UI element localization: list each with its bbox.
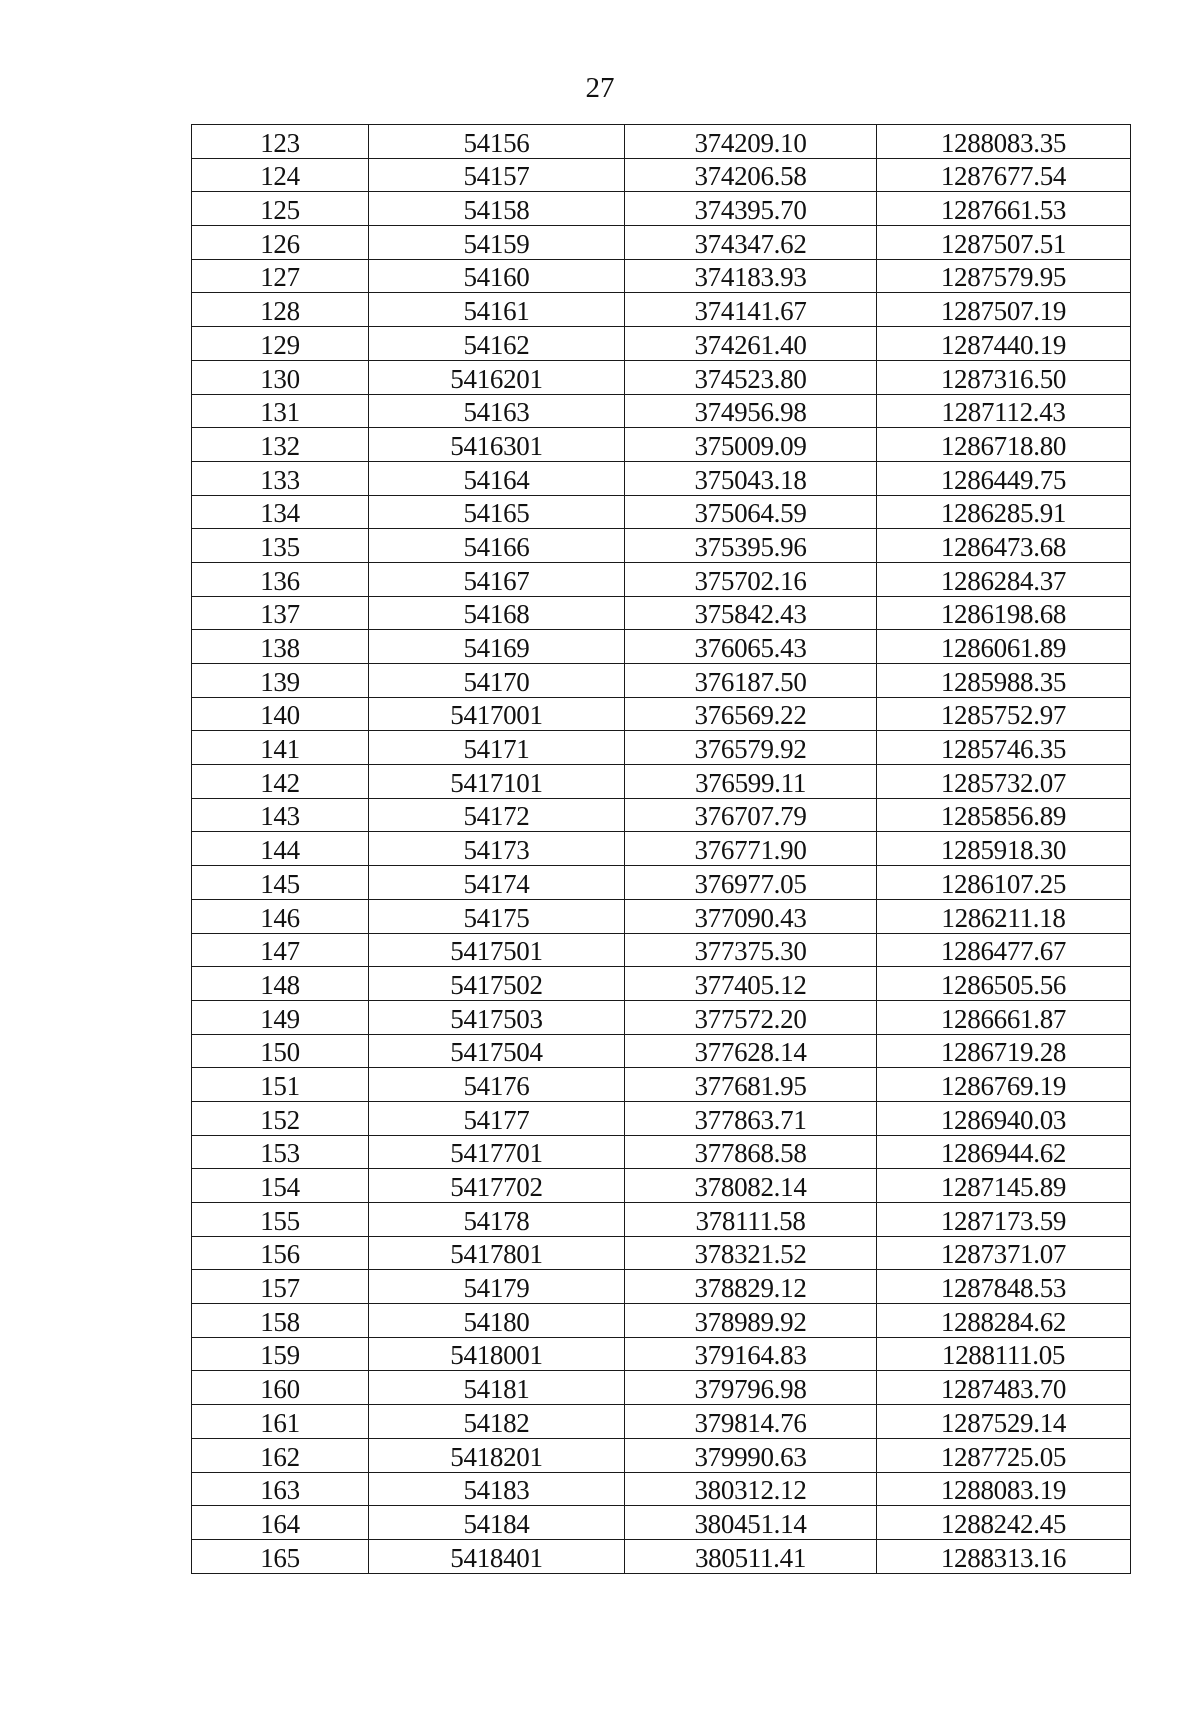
row-index-cell: 146	[192, 899, 369, 933]
row-index-cell: 152	[192, 1101, 369, 1135]
table-row	[192, 562, 1131, 596]
table-row	[192, 967, 1131, 1001]
x-coordinate-cell: 377628.14	[625, 1034, 877, 1068]
x-coordinate-cell: 377868.58	[625, 1135, 877, 1169]
x-coordinate-cell: 380312.12	[625, 1472, 877, 1506]
row-index-cell: 159	[192, 1337, 369, 1371]
point-id-cell: 5416201	[369, 360, 625, 394]
table-row	[192, 327, 1131, 361]
x-coordinate-cell: 378989.92	[625, 1304, 877, 1338]
row-index-cell: 163	[192, 1472, 369, 1506]
coordinates-table-body	[192, 125, 1131, 1574]
table-row	[192, 1000, 1131, 1034]
row-index-cell: 150	[192, 1034, 369, 1068]
point-id-cell: 54183	[369, 1472, 625, 1506]
row-index-cell: 131	[192, 394, 369, 428]
x-coordinate-cell: 374523.80	[625, 360, 877, 394]
x-coordinate-cell: 376579.92	[625, 731, 877, 765]
table-row	[192, 293, 1131, 327]
row-index-cell: 128	[192, 293, 369, 327]
y-coordinate-cell: 1287483.70	[877, 1371, 1131, 1405]
table-row	[192, 495, 1131, 529]
x-coordinate-cell: 377090.43	[625, 899, 877, 933]
y-coordinate-cell: 1285746.35	[877, 731, 1131, 765]
y-coordinate-cell: 1288111.05	[877, 1337, 1131, 1371]
point-id-cell: 54181	[369, 1371, 625, 1405]
point-id-cell: 54179	[369, 1270, 625, 1304]
point-id-cell: 54184	[369, 1506, 625, 1540]
row-index-cell: 143	[192, 798, 369, 832]
x-coordinate-cell: 380451.14	[625, 1506, 877, 1540]
row-index-cell: 137	[192, 596, 369, 630]
x-coordinate-cell: 377405.12	[625, 967, 877, 1001]
point-id-cell: 5417503	[369, 1000, 625, 1034]
table-row	[192, 1438, 1131, 1472]
row-index-cell: 154	[192, 1169, 369, 1203]
row-index-cell: 145	[192, 866, 369, 900]
y-coordinate-cell: 1286769.19	[877, 1068, 1131, 1102]
table-row	[192, 866, 1131, 900]
x-coordinate-cell: 375842.43	[625, 596, 877, 630]
x-coordinate-cell: 377375.30	[625, 933, 877, 967]
x-coordinate-cell: 374183.93	[625, 259, 877, 293]
x-coordinate-cell: 375043.18	[625, 461, 877, 495]
row-index-cell: 151	[192, 1068, 369, 1102]
table-row	[192, 1068, 1131, 1102]
y-coordinate-cell: 1287173.59	[877, 1203, 1131, 1237]
y-coordinate-cell: 1285752.97	[877, 697, 1131, 731]
point-id-cell: 5416301	[369, 428, 625, 462]
x-coordinate-cell: 375009.09	[625, 428, 877, 462]
point-id-cell: 5417701	[369, 1135, 625, 1169]
point-id-cell: 5418401	[369, 1539, 625, 1573]
coordinates-table	[191, 124, 1131, 1574]
point-id-cell: 5417702	[369, 1169, 625, 1203]
row-index-cell: 155	[192, 1203, 369, 1237]
point-id-cell: 54164	[369, 461, 625, 495]
y-coordinate-cell: 1288083.35	[877, 125, 1131, 159]
row-index-cell: 130	[192, 360, 369, 394]
table-row	[192, 697, 1131, 731]
point-id-cell: 54177	[369, 1101, 625, 1135]
y-coordinate-cell: 1286940.03	[877, 1101, 1131, 1135]
row-index-cell: 138	[192, 630, 369, 664]
table-row	[192, 1236, 1131, 1270]
point-id-cell: 54170	[369, 664, 625, 698]
row-index-cell: 158	[192, 1304, 369, 1338]
y-coordinate-cell: 1286284.37	[877, 562, 1131, 596]
x-coordinate-cell: 379164.83	[625, 1337, 877, 1371]
point-id-cell: 54174	[369, 866, 625, 900]
row-index-cell: 135	[192, 529, 369, 563]
x-coordinate-cell: 380511.41	[625, 1539, 877, 1573]
point-id-cell: 54175	[369, 899, 625, 933]
y-coordinate-cell: 1286505.56	[877, 967, 1131, 1001]
table-row	[192, 731, 1131, 765]
y-coordinate-cell: 1287112.43	[877, 394, 1131, 428]
y-coordinate-cell: 1287316.50	[877, 360, 1131, 394]
point-id-cell: 5418001	[369, 1337, 625, 1371]
x-coordinate-cell: 374261.40	[625, 327, 877, 361]
y-coordinate-cell: 1286107.25	[877, 866, 1131, 900]
x-coordinate-cell: 375064.59	[625, 495, 877, 529]
x-coordinate-cell: 378082.14	[625, 1169, 877, 1203]
point-id-cell: 5417502	[369, 967, 625, 1001]
row-index-cell: 132	[192, 428, 369, 462]
y-coordinate-cell: 1287507.19	[877, 293, 1131, 327]
table-row	[192, 1203, 1131, 1237]
point-id-cell: 54166	[369, 529, 625, 563]
row-index-cell: 142	[192, 765, 369, 799]
row-index-cell: 161	[192, 1405, 369, 1439]
y-coordinate-cell: 1285918.30	[877, 832, 1131, 866]
point-id-cell: 54163	[369, 394, 625, 428]
point-id-cell: 5417501	[369, 933, 625, 967]
table-row	[192, 1169, 1131, 1203]
x-coordinate-cell: 377681.95	[625, 1068, 877, 1102]
y-coordinate-cell: 1286718.80	[877, 428, 1131, 462]
table-row	[192, 1135, 1131, 1169]
table-row	[192, 1101, 1131, 1135]
y-coordinate-cell: 1287529.14	[877, 1405, 1131, 1439]
point-id-cell: 54182	[369, 1405, 625, 1439]
page-number: 27	[585, 72, 615, 104]
row-index-cell: 165	[192, 1539, 369, 1573]
point-id-cell: 54176	[369, 1068, 625, 1102]
row-index-cell: 157	[192, 1270, 369, 1304]
y-coordinate-cell: 1286944.62	[877, 1135, 1131, 1169]
x-coordinate-cell: 374395.70	[625, 192, 877, 226]
x-coordinate-cell: 376065.43	[625, 630, 877, 664]
table-row	[192, 1506, 1131, 1540]
x-coordinate-cell: 379814.76	[625, 1405, 877, 1439]
table-row	[192, 765, 1131, 799]
y-coordinate-cell: 1287848.53	[877, 1270, 1131, 1304]
y-coordinate-cell: 1287661.53	[877, 192, 1131, 226]
row-index-cell: 136	[192, 562, 369, 596]
row-index-cell: 139	[192, 664, 369, 698]
row-index-cell: 126	[192, 226, 369, 260]
x-coordinate-cell: 374209.10	[625, 125, 877, 159]
y-coordinate-cell: 1288242.45	[877, 1506, 1131, 1540]
x-coordinate-cell: 374956.98	[625, 394, 877, 428]
y-coordinate-cell: 1287440.19	[877, 327, 1131, 361]
point-id-cell: 54156	[369, 125, 625, 159]
row-index-cell: 124	[192, 158, 369, 192]
table-row	[192, 259, 1131, 293]
point-id-cell: 5417504	[369, 1034, 625, 1068]
row-index-cell: 127	[192, 259, 369, 293]
table-row	[192, 1337, 1131, 1371]
row-index-cell: 160	[192, 1371, 369, 1405]
row-index-cell: 129	[192, 327, 369, 361]
x-coordinate-cell: 376771.90	[625, 832, 877, 866]
row-index-cell: 133	[192, 461, 369, 495]
point-id-cell: 54171	[369, 731, 625, 765]
point-id-cell: 54169	[369, 630, 625, 664]
table-row	[192, 360, 1131, 394]
x-coordinate-cell: 377863.71	[625, 1101, 877, 1135]
y-coordinate-cell: 1286719.28	[877, 1034, 1131, 1068]
row-index-cell: 148	[192, 967, 369, 1001]
y-coordinate-cell: 1286661.87	[877, 1000, 1131, 1034]
y-coordinate-cell: 1287725.05	[877, 1438, 1131, 1472]
table-row	[192, 1371, 1131, 1405]
point-id-cell: 54159	[369, 226, 625, 260]
x-coordinate-cell: 375395.96	[625, 529, 877, 563]
row-index-cell: 162	[192, 1438, 369, 1472]
y-coordinate-cell: 1286211.18	[877, 899, 1131, 933]
table-row	[192, 158, 1131, 192]
row-index-cell: 141	[192, 731, 369, 765]
x-coordinate-cell: 374141.67	[625, 293, 877, 327]
row-index-cell: 134	[192, 495, 369, 529]
table-row	[192, 798, 1131, 832]
x-coordinate-cell: 378829.12	[625, 1270, 877, 1304]
point-id-cell: 54178	[369, 1203, 625, 1237]
row-index-cell: 123	[192, 125, 369, 159]
x-coordinate-cell: 377572.20	[625, 1000, 877, 1034]
point-id-cell: 54160	[369, 259, 625, 293]
table-row	[192, 1270, 1131, 1304]
x-coordinate-cell: 379796.98	[625, 1371, 877, 1405]
y-coordinate-cell: 1286285.91	[877, 495, 1131, 529]
point-id-cell: 5418201	[369, 1438, 625, 1472]
table-row	[192, 226, 1131, 260]
point-id-cell: 5417801	[369, 1236, 625, 1270]
point-id-cell: 54167	[369, 562, 625, 596]
x-coordinate-cell: 376707.79	[625, 798, 877, 832]
x-coordinate-cell: 375702.16	[625, 562, 877, 596]
point-id-cell: 54168	[369, 596, 625, 630]
y-coordinate-cell: 1287507.51	[877, 226, 1131, 260]
table-row	[192, 1034, 1131, 1068]
y-coordinate-cell: 1285988.35	[877, 664, 1131, 698]
table-row	[192, 192, 1131, 226]
point-id-cell: 54180	[369, 1304, 625, 1338]
table-row	[192, 394, 1131, 428]
row-index-cell: 149	[192, 1000, 369, 1034]
table-row	[192, 1472, 1131, 1506]
x-coordinate-cell: 378321.52	[625, 1236, 877, 1270]
x-coordinate-cell: 374206.58	[625, 158, 877, 192]
table-row	[192, 933, 1131, 967]
row-index-cell: 156	[192, 1236, 369, 1270]
point-id-cell: 54173	[369, 832, 625, 866]
point-id-cell: 5417001	[369, 697, 625, 731]
row-index-cell: 125	[192, 192, 369, 226]
x-coordinate-cell: 374347.62	[625, 226, 877, 260]
row-index-cell: 164	[192, 1506, 369, 1540]
y-coordinate-cell: 1287371.07	[877, 1236, 1131, 1270]
point-id-cell: 54161	[369, 293, 625, 327]
y-coordinate-cell: 1287677.54	[877, 158, 1131, 192]
y-coordinate-cell: 1288313.16	[877, 1539, 1131, 1573]
table-row	[192, 1304, 1131, 1338]
y-coordinate-cell: 1286473.68	[877, 529, 1131, 563]
y-coordinate-cell: 1288284.62	[877, 1304, 1131, 1338]
table-row	[192, 596, 1131, 630]
y-coordinate-cell: 1286477.67	[877, 933, 1131, 967]
point-id-cell: 54165	[369, 495, 625, 529]
x-coordinate-cell: 376977.05	[625, 866, 877, 900]
y-coordinate-cell: 1286449.75	[877, 461, 1131, 495]
row-index-cell: 144	[192, 832, 369, 866]
x-coordinate-cell: 379990.63	[625, 1438, 877, 1472]
x-coordinate-cell: 376187.50	[625, 664, 877, 698]
table-row	[192, 428, 1131, 462]
table-row	[192, 125, 1131, 159]
table-row	[192, 899, 1131, 933]
point-id-cell: 5417101	[369, 765, 625, 799]
table-row	[192, 529, 1131, 563]
y-coordinate-cell: 1286061.89	[877, 630, 1131, 664]
row-index-cell: 140	[192, 697, 369, 731]
y-coordinate-cell: 1287579.95	[877, 259, 1131, 293]
row-index-cell: 153	[192, 1135, 369, 1169]
table-row	[192, 630, 1131, 664]
point-id-cell: 54172	[369, 798, 625, 832]
x-coordinate-cell: 378111.58	[625, 1203, 877, 1237]
point-id-cell: 54162	[369, 327, 625, 361]
table-row	[192, 1405, 1131, 1439]
x-coordinate-cell: 376599.11	[625, 765, 877, 799]
table-row	[192, 1539, 1131, 1573]
table-row	[192, 664, 1131, 698]
y-coordinate-cell: 1285732.07	[877, 765, 1131, 799]
y-coordinate-cell: 1286198.68	[877, 596, 1131, 630]
point-id-cell: 54157	[369, 158, 625, 192]
y-coordinate-cell: 1287145.89	[877, 1169, 1131, 1203]
table-row	[192, 461, 1131, 495]
y-coordinate-cell: 1285856.89	[877, 798, 1131, 832]
x-coordinate-cell: 376569.22	[625, 697, 877, 731]
point-id-cell: 54158	[369, 192, 625, 226]
row-index-cell: 147	[192, 933, 369, 967]
y-coordinate-cell: 1288083.19	[877, 1472, 1131, 1506]
table-row	[192, 832, 1131, 866]
